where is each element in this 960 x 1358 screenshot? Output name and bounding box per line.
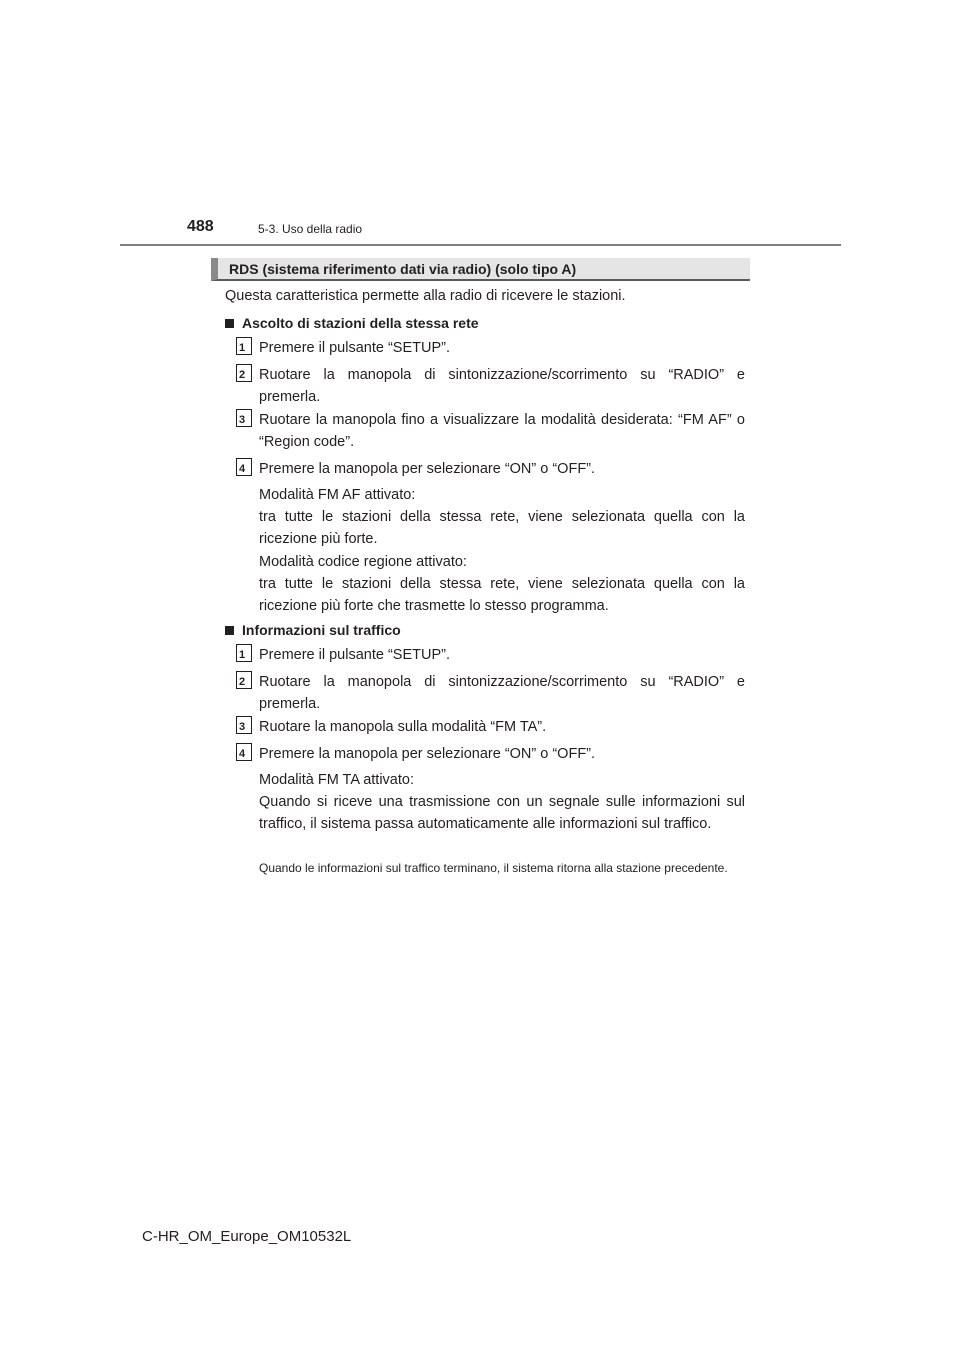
header-rule <box>120 244 841 246</box>
section-heading-text: RDS (sistema riferimento dati via radio) (solo tipo A) <box>229 260 577 277</box>
step-text: Ruotare la manopola di sintonizzazione/scorrimento su “RADIO” e premerla. <box>259 674 745 712</box>
subheading-text: Ascolto di stazioni della stessa rete <box>242 315 479 331</box>
step-number-badge: 1 <box>236 337 252 355</box>
traffic-note: Quando le informazioni sul traffico terminano, il sistema ritorna alla stazione precedente. <box>259 861 728 875</box>
mode-region-description: tra tutte le stazioni della stessa rete, viene selezionata quella con la ricezione più forte che trasmette lo stesso programma. <box>259 576 745 614</box>
step-number-badge: 4 <box>236 743 252 761</box>
step-text: Premere la manopola per selezionare “ON” o “OFF”. <box>259 746 596 762</box>
square-bullet-icon <box>225 319 234 328</box>
step-text: Ruotare la manopola sulla modalità “FM TA”. <box>259 719 547 735</box>
mode-af-label: Modalità FM AF attivato: <box>259 487 416 503</box>
square-bullet-icon <box>225 626 234 635</box>
step-number-badge: 3 <box>236 716 252 734</box>
step-text: Premere il pulsante “SETUP”. <box>259 340 450 356</box>
section-heading <box>211 258 750 281</box>
subheading-traffic-info <box>225 622 401 638</box>
page-number: 488 <box>187 218 214 235</box>
step-number-badge: 2 <box>236 671 252 689</box>
step-number-badge: 3 <box>236 409 252 427</box>
step-text: Premere la manopola per selezionare “ON” o “OFF”. <box>259 461 596 477</box>
step-text: Ruotare la manopola fino a visualizzare la modalità desiderata: “FM AF” o “Region code”. <box>259 412 745 450</box>
mode-ta-description: Quando si riceve una trasmissione con un segnale sulle informazioni sul traffico, il sistema passa automaticamente alle informazioni sul traffico. <box>259 794 745 832</box>
step-number-badge: 4 <box>236 458 252 476</box>
subheading-same-network <box>225 315 479 331</box>
subheading-text: Informazioni sul traffico <box>242 622 401 638</box>
intro-paragraph: Questa caratteristica permette alla radio di ricevere le stazioni. <box>225 288 626 304</box>
document-code: C-HR_OM_Europe_OM10532L <box>142 1228 352 1245</box>
mode-ta-label: Modalità FM TA attivato: <box>259 772 414 788</box>
step-number-badge: 1 <box>236 644 252 662</box>
mode-region-label: Modalità codice regione attivato: <box>259 554 467 570</box>
mode-af-description: tra tutte le stazioni della stessa rete, viene selezionata quella con la ricezione più forte. <box>259 509 745 547</box>
step-text: Premere il pulsante “SETUP”. <box>259 647 450 663</box>
step-text: Ruotare la manopola di sintonizzazione/scorrimento su “RADIO” e premerla. <box>259 367 745 405</box>
step-number-badge: 2 <box>236 364 252 382</box>
section-reference: 5-3. Uso della radio <box>258 222 363 236</box>
